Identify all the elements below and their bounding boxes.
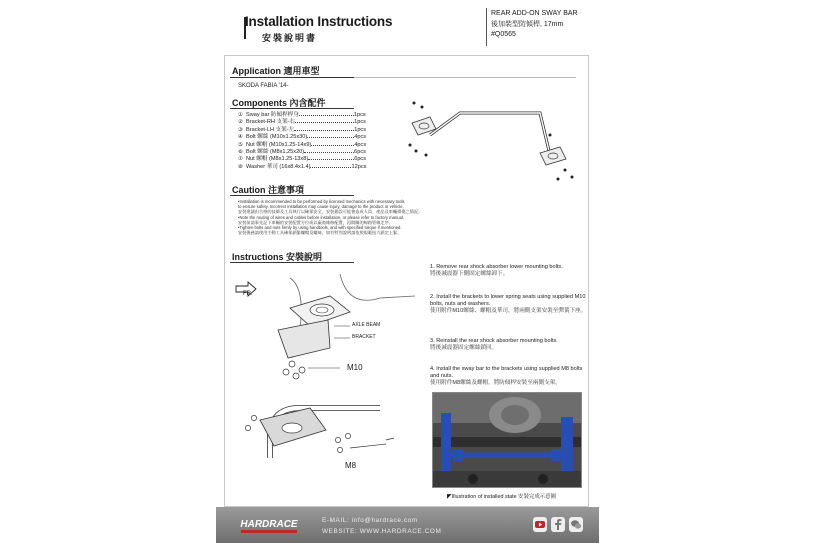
- component-name: Bolt 螺絲 (M10x1.25x30): [246, 134, 308, 141]
- component-number: ⑥: [238, 149, 244, 156]
- caution-line: 安裝前請事先記下車輛的安裝配置方位或以廠商維修配置，再開關的線路管線走序。: [238, 219, 393, 225]
- component-name: Bracket-RH 支架-右: [246, 119, 296, 126]
- step-3: [430, 338, 590, 352]
- product-code: #Q0565: [491, 31, 516, 38]
- component-item: [238, 164, 366, 171]
- step-1: [430, 264, 590, 278]
- step-text: 1. Remove rear shock absorber lower mounting bolts.: [430, 264, 563, 270]
- installation-diagram: [230, 268, 420, 478]
- component-qty: 1pcs: [353, 112, 366, 118]
- product-name: REAR ADD-ON SWAY BAR: [491, 10, 578, 17]
- page-title: Installation Instructions: [245, 14, 393, 29]
- page-title-cn: 安裝說明書: [262, 33, 318, 43]
- step-4: [430, 366, 590, 386]
- caution-line: to ensure safety. Incorrect installation may cause injury, damage to the product or vehicle.: [238, 204, 404, 210]
- facebook-icon[interactable]: [551, 517, 565, 532]
- component-name: Sway bar 防傾桿桿身: [246, 112, 299, 118]
- axle-beam-label: AXLE BEAM: [352, 322, 381, 328]
- step-text-cn: 使用附件M8螺絲及螺帽，將防傾桿安裝至兩側支架。: [430, 379, 561, 386]
- product-name-cn: 後加裝型防傾桿, 17mm: [491, 20, 564, 28]
- caution-text: [238, 199, 438, 235]
- components-underline: [230, 108, 354, 109]
- parts-exploded-drawing: [400, 95, 580, 185]
- vehicle-text: SKODA FABIA '14-: [238, 83, 289, 89]
- m8-label: M8: [345, 461, 357, 470]
- bracket-rh-drawing: [540, 147, 566, 165]
- component-item: [238, 142, 366, 149]
- component-number: ⑦: [238, 156, 244, 163]
- step-text: 3. Reinstall the rear shock absorber mounting bolts.: [430, 338, 558, 344]
- caution-line: •Tighten bolts and nuts firmly by using handtools, and with specified torque if mentioned.: [238, 225, 402, 231]
- component-name: Nut 螺帽 (M10x1.25-14x9): [246, 141, 312, 148]
- component-qty: 1pcs: [354, 119, 366, 126]
- component-qty: 12pcs: [351, 163, 367, 170]
- caution-heading: Caution 注意事項: [232, 185, 304, 195]
- component-number: ④: [238, 134, 244, 141]
- caution-line: 安裝建議由合格的技師及工具執行以確保安全，安裝錯誤可能會造成人員、產品及車輛損傷之情況。: [238, 209, 423, 215]
- component-qty: 6pcs: [354, 156, 367, 163]
- contact-info: [322, 515, 441, 537]
- youtube-icon[interactable]: [533, 517, 547, 532]
- product-info: [491, 9, 578, 41]
- components-heading: Components 內含配件: [232, 98, 326, 108]
- step-text: 4. Install the sway bar to the brackets using supplied M8 bolts and nuts.: [430, 366, 583, 379]
- component-item: [238, 119, 366, 126]
- email-text[interactable]: E-MAIL: info@hardrace.com: [322, 517, 418, 524]
- caution-underline: [230, 195, 354, 196]
- components-list: [238, 112, 366, 171]
- step-text: 2. Install the brackets to lower spring seats using supplied M10 bolts, nuts and washers.: [430, 294, 586, 307]
- instructions-heading: Instructions 安裝說明: [232, 252, 323, 262]
- front-label: FR.: [243, 291, 253, 297]
- component-qty: 4pcs: [354, 134, 367, 141]
- component-name: Nut 螺帽 (M8x1.25-13x8): [246, 156, 309, 163]
- step-text-cn: 將後減震器下側固定螺絲卸下。: [430, 270, 509, 277]
- swaybar-drawing: [430, 113, 550, 155]
- step-text-cn: 使用附件M10螺絲、螺帽及華司，將兩側支架安裝至彈簧下座。: [430, 307, 587, 314]
- component-number: ①: [238, 112, 244, 118]
- component-qty: 4pcs: [354, 141, 367, 148]
- caution-line: 安裝後務請使用手動工具確保鎖緊螺帽及螺絲，如有特別說明請依照規範扭力鎖定上緊。: [238, 230, 402, 236]
- component-name: Bracket-LH 支架-左: [246, 126, 295, 133]
- hardrace-logo: [233, 516, 305, 536]
- bracket-drawing: [278, 320, 330, 358]
- wechat-icon[interactable]: [569, 517, 583, 532]
- caution-line: •Installation is recommended to be performed by licensed mechanics with necessary tools: [238, 199, 405, 204]
- component-qty: 6pcs: [354, 149, 366, 156]
- website-text[interactable]: WEBSITE: WWW.HARDRACE.COM: [322, 528, 442, 535]
- svg-text:HARDRACE: HARDRACE: [240, 519, 298, 530]
- installed-photo: [432, 392, 582, 488]
- m10-hardware-drawing: [283, 361, 305, 379]
- header-divider: [486, 8, 487, 46]
- application-underline: [230, 77, 354, 78]
- component-number: ③: [238, 126, 244, 133]
- application-heading: Application 適用車型: [232, 66, 320, 76]
- component-number: ②: [238, 119, 244, 126]
- component-name: Bolt 螺絲 (M8x1.25x20): [246, 149, 305, 156]
- photo-caption: ◤Illustration of installed state 安裝完成示意圖: [447, 494, 556, 500]
- component-item: [238, 134, 366, 141]
- application-rule: [354, 77, 576, 78]
- bracket-label: BRACKET: [352, 334, 376, 340]
- caution-line: •Note the routing of wires and cables before installation, or please refer to factory manual.: [238, 214, 405, 220]
- component-number: ⑤: [238, 141, 244, 148]
- step-text-cn: 將後減震器固定螺絲鎖回。: [430, 344, 498, 351]
- photo-caption-text: Illustration of installed state 安裝完成示意圖: [451, 494, 556, 500]
- step-2: [430, 294, 590, 314]
- component-item: [238, 156, 366, 163]
- m10-label: M10: [347, 363, 363, 372]
- component-number: ⑧: [238, 163, 244, 170]
- component-name: Washer 華司 (16x8.4x1.4): [246, 163, 311, 170]
- component-qty: 1pcs: [354, 126, 367, 133]
- instructions-underline: [230, 262, 354, 263]
